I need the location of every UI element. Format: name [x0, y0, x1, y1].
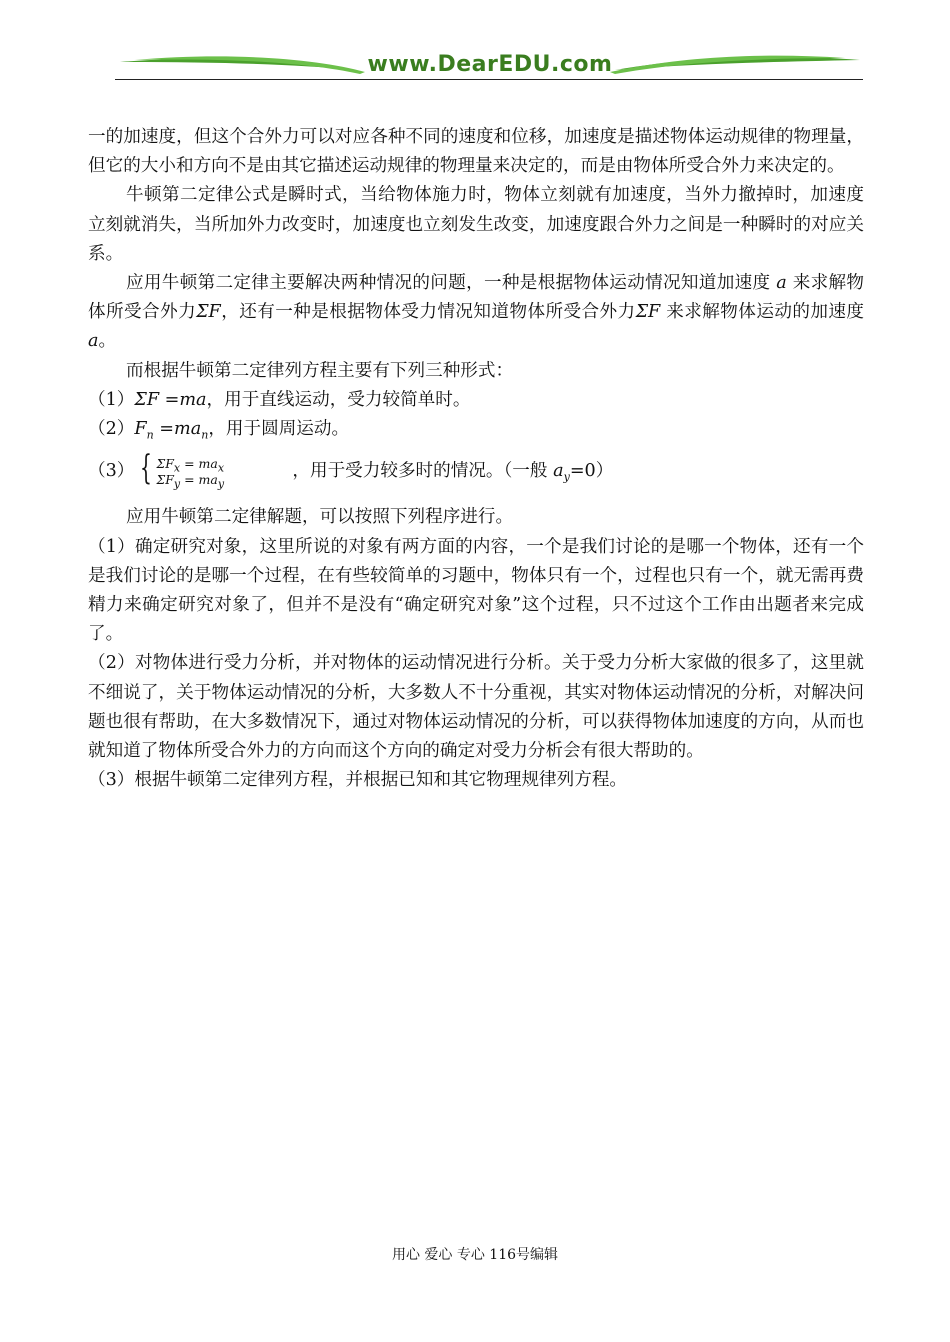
- equation-2-line: [88, 415, 864, 450]
- left-brace-icon: {: [140, 447, 153, 488]
- equation-1-formula: ΣF =ma: [134, 389, 207, 410]
- paragraph-1: 一的加速度，但这个合外力可以对应各种不同的速度和位移，加速度是描述物体运动规律的物理量，但它的大小和方向不是由其它描述运动规律的物理量来决定的，而是由物体所受合外力来决定的。: [88, 127, 864, 177]
- equation-2-number: （2）: [88, 419, 135, 440]
- equation-3-ay: $a_y$: [553, 460, 570, 484]
- equation-1-number: （1）: [88, 389, 135, 410]
- equation-3-line: [88, 447, 864, 492]
- equation-3-ay-value: =0）: [569, 460, 614, 481]
- equation-1-description: ，用于直线运动，受力较简单时。: [206, 389, 471, 410]
- paragraph-4: 而根据牛顿第二定律列方程主要有下列三种形式：: [126, 360, 514, 381]
- page-footer: 用心 爱心 专心 116号编辑: [391, 1247, 559, 1263]
- equation-3-row-y: $\Sigma F_y = ma_y$: [156, 471, 225, 491]
- paragraph-3: [88, 269, 864, 357]
- p3-text-5: 。: [98, 331, 117, 352]
- equation-3-number: （3）: [88, 460, 135, 481]
- header-rule: [115, 79, 863, 80]
- p3-text-3: ，还有一种是根据物体受力情况知道物体所受合外力: [220, 302, 636, 323]
- step-3: （3）根据牛顿第二定律列方程，并根据已知和其它物理规律列方程。: [88, 770, 628, 791]
- p3-text-1: 应用牛顿第二定律主要解决两种情况的问题，一种是根据物体运动情况知道加速度: [126, 273, 777, 294]
- p3-text-2: 来求解物体所受合外力: [88, 273, 864, 323]
- step-1: （1）确定研究对象，这里所说的对象有两方面的内容，一个是我们讨论的是哪一个物体，还有一个是我们讨论的是哪一个过程，在有些较简单的习题中，物体只有一个，过程也只有一个，就无需再费精力来确定研究对象了，但并不是没有“确定研究对象”这个过程，只不过这个工作由出题者来完成了。: [88, 536, 864, 645]
- p3-var-a-2: a: [88, 331, 99, 352]
- header-banner: [115, 50, 865, 86]
- equation-3-row-x: $\Sigma F_x = ma_x$: [156, 455, 225, 475]
- step-2: （2）对物体进行受力分析，并对物体的运动情况进行分析。关于受力分析大家做的很多了，这里就不细说了，关于物体运动情况的分析，大多数人不十分重视，其实对物体运动情况的分析，对解决问题也很有帮助，在大多数情况下，通过对物体运动情况的分析，可以获得物体加速度的方向，从而也就知道了物体所受合外力的方向而这个方向的确定对受力分析会有很大帮助的。: [88, 653, 864, 762]
- p3-text-4: 来求解物体运动的加速度: [660, 302, 864, 323]
- p3-formula-sigma-f-1: ΣF: [196, 302, 221, 323]
- document-body: [88, 123, 864, 796]
- equation-3-description: ，用于受力较多时的情况。（一般: [292, 460, 554, 481]
- paragraph-5: 应用牛顿第二定律解题，可以按照下列程序进行。: [126, 507, 514, 528]
- equation-3-system: [140, 447, 290, 491]
- p3-var-a-1: a: [776, 273, 787, 294]
- equation-2-description: ，用于圆周运动。: [208, 419, 350, 440]
- paragraph-2: 牛顿第二定律公式是瞬时式，当给物体施力时，物体立刻就有加速度，当外力撤掉时，加速度立刻就消失，当所加外力改变时，加速度也立刻发生改变，加速度跟合外力之间是一种瞬时的对应关系。: [88, 185, 864, 264]
- equation-1-line: [88, 386, 864, 415]
- p3-formula-sigma-f-2: ΣF: [635, 302, 661, 323]
- equation-2-formula: $F_n =ma_n$: [134, 419, 209, 442]
- site-logo-text: www.DearEDU.com: [367, 52, 613, 77]
